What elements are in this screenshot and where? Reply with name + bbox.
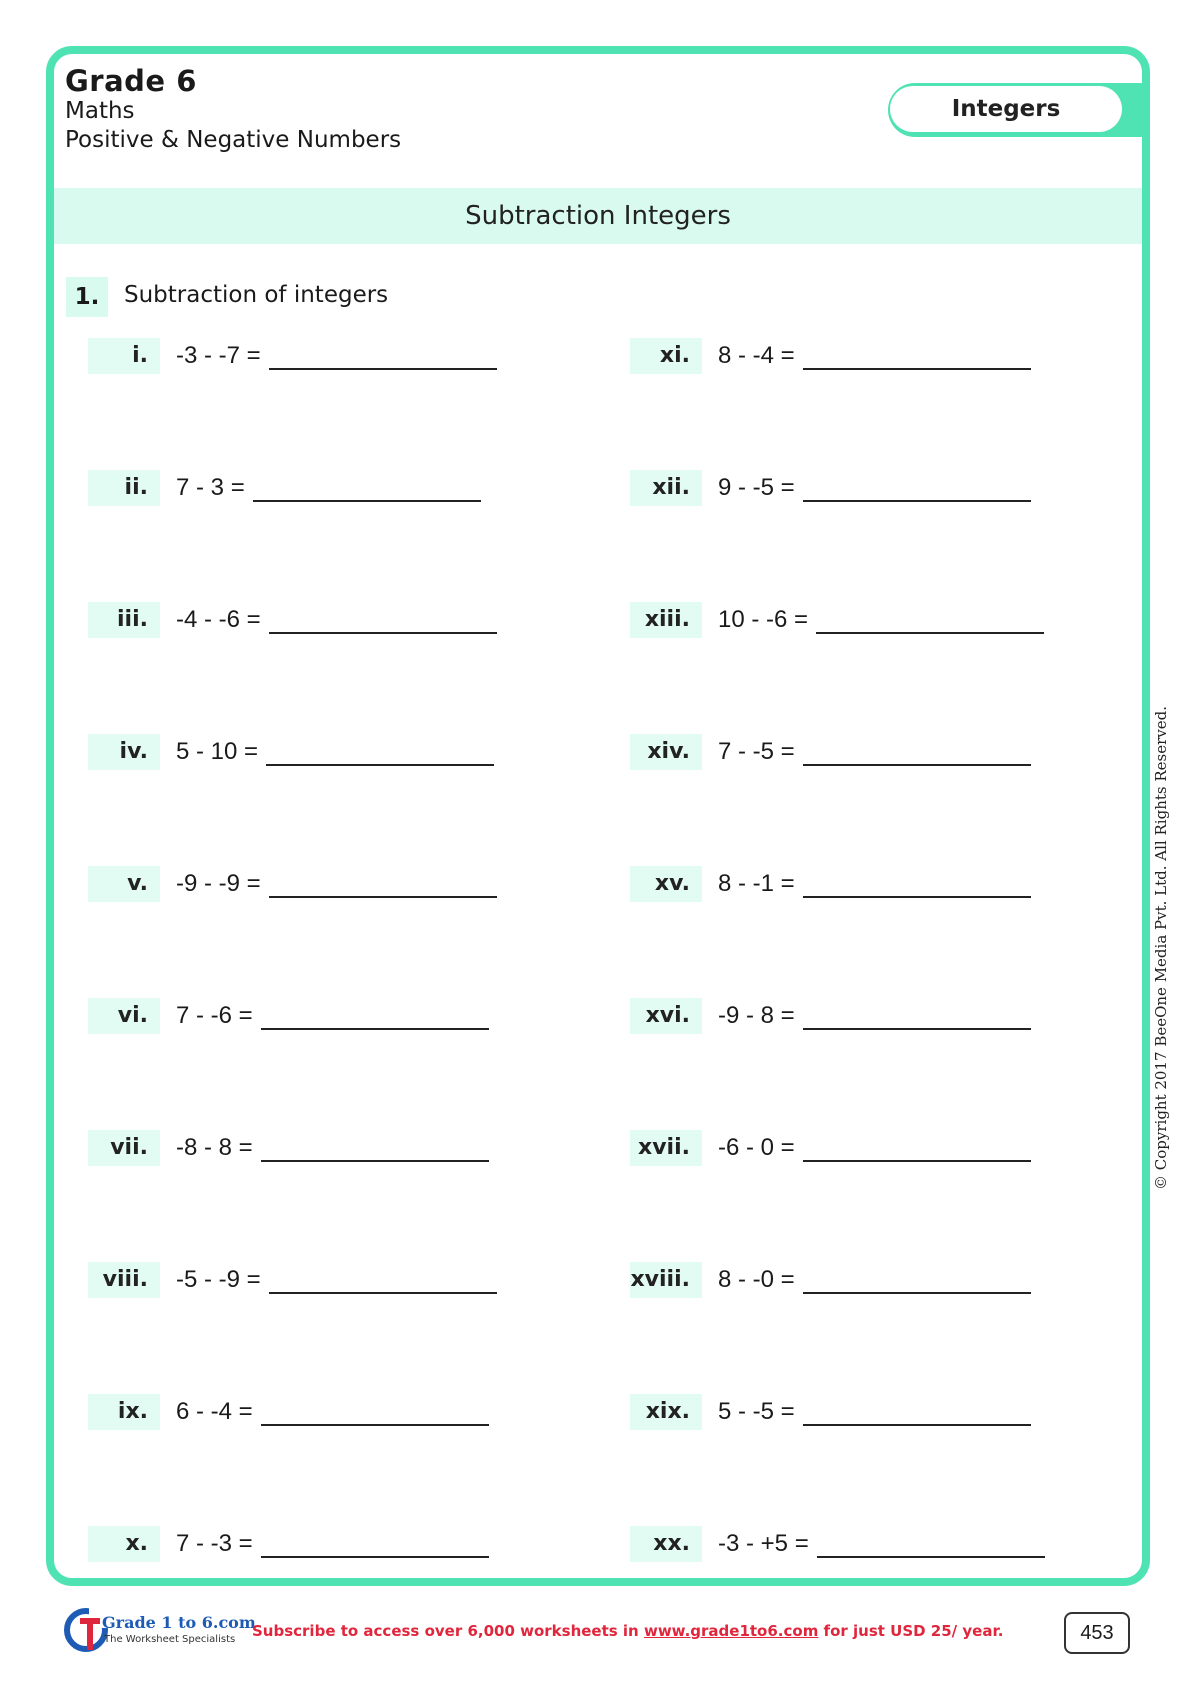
problem-numeral: xviii.	[630, 1262, 702, 1298]
problem-numeral: xiv.	[630, 734, 702, 770]
answer-blank[interactable]	[269, 632, 497, 634]
page-number: 453	[1064, 1612, 1130, 1654]
answer-blank[interactable]	[816, 632, 1044, 634]
problem-item	[630, 470, 1031, 506]
problem-item	[630, 1262, 1031, 1298]
logo-name: Grade 1 to 6.com	[102, 1613, 256, 1632]
problem-item	[630, 998, 1031, 1034]
answer-blank[interactable]	[803, 896, 1031, 898]
problem-numeral: x.	[88, 1526, 160, 1562]
problem-numeral: xv.	[630, 866, 702, 902]
answer-blank[interactable]	[803, 1160, 1031, 1162]
problem-numeral: iii.	[88, 602, 160, 638]
problem-item	[88, 1526, 489, 1562]
problem-item	[88, 998, 489, 1034]
copyright-notice: © Copyright 2017 BeeOne Media Pvt. Ltd. All Rights Reserved.	[1152, 706, 1170, 1190]
problem-expression: 7 - -6 =	[176, 1002, 253, 1029]
problem-expression: 7 - -3 =	[176, 1530, 253, 1557]
answer-blank[interactable]	[261, 1556, 489, 1558]
problem-numeral: xvi.	[630, 998, 702, 1034]
problem-numeral: ix.	[88, 1394, 160, 1430]
answer-blank[interactable]	[261, 1028, 489, 1030]
problem-expression: 7 - -5 =	[718, 738, 795, 765]
logo-tagline: The Worksheet Specialists	[104, 1634, 236, 1645]
problem-expression: 8 - -1 =	[718, 870, 795, 897]
problem-expression: 5 - -5 =	[718, 1398, 795, 1425]
problem-expression: 7 - 3 =	[176, 474, 245, 501]
subscribe-text: Subscribe to access over 6,000 worksheets in	[252, 1622, 644, 1640]
answer-blank[interactable]	[253, 500, 481, 502]
problem-numeral: xii.	[630, 470, 702, 506]
problem-expression: -6 - 0 =	[718, 1134, 795, 1161]
answer-blank[interactable]	[803, 368, 1031, 370]
problem-expression: -9 - 8 =	[718, 1002, 795, 1029]
problem-expression: 8 - -4 =	[718, 342, 795, 369]
question-text: Subtraction of integers	[124, 282, 389, 308]
answer-blank[interactable]	[266, 764, 494, 766]
answer-blank[interactable]	[261, 1424, 489, 1426]
answer-blank[interactable]	[269, 1292, 497, 1294]
problem-item	[88, 470, 481, 506]
problem-numeral: v.	[88, 866, 160, 902]
problem-expression: -5 - -9 =	[176, 1266, 261, 1293]
problem-numeral: xi.	[630, 338, 702, 374]
topic-label: Positive & Negative Numbers	[65, 127, 402, 153]
answer-blank[interactable]	[261, 1160, 489, 1162]
problem-expression: -3 - +5 =	[718, 1530, 809, 1557]
problem-item	[630, 734, 1031, 770]
problem-item	[630, 1526, 1045, 1562]
problem-item	[88, 734, 494, 770]
answer-blank[interactable]	[803, 1292, 1031, 1294]
problem-expression: -4 - -6 =	[176, 606, 261, 633]
problem-expression: 10 - -6 =	[718, 606, 809, 633]
answer-blank[interactable]	[803, 764, 1031, 766]
answer-blank[interactable]	[803, 1028, 1031, 1030]
problem-expression: 9 - -5 =	[718, 474, 795, 501]
problem-item	[88, 338, 497, 374]
answer-blank[interactable]	[269, 368, 497, 370]
problem-numeral: xix.	[630, 1394, 702, 1430]
problem-item	[88, 1394, 489, 1430]
problem-numeral: viii.	[88, 1262, 160, 1298]
problem-numeral: xiii.	[630, 602, 702, 638]
problem-numeral: xvii.	[630, 1130, 702, 1166]
answer-blank[interactable]	[269, 896, 497, 898]
problem-item	[630, 1130, 1031, 1166]
problem-numeral: i.	[88, 338, 160, 374]
problem-numeral: iv.	[88, 734, 160, 770]
problem-numeral: xx.	[630, 1526, 702, 1562]
subject-label: Maths	[65, 98, 135, 124]
answer-blank[interactable]	[803, 500, 1031, 502]
subscribe-banner	[252, 1622, 1003, 1640]
answer-blank[interactable]	[803, 1424, 1031, 1426]
problem-item	[88, 1130, 489, 1166]
page-border	[46, 46, 1150, 1586]
problem-item	[630, 338, 1031, 374]
problem-expression: -8 - 8 =	[176, 1134, 253, 1161]
problem-numeral: ii.	[88, 470, 160, 506]
problem-expression: 8 - -0 =	[718, 1266, 795, 1293]
answer-blank[interactable]	[817, 1556, 1045, 1558]
problem-expression: 6 - -4 =	[176, 1398, 253, 1425]
grade-label: Grade 6	[65, 64, 197, 98]
problem-numeral: vii.	[88, 1130, 160, 1166]
subscribe-price: for just USD 25/ year.	[818, 1622, 1004, 1640]
problem-expression: -9 - -9 =	[176, 870, 261, 897]
question-number: 1.	[66, 277, 108, 317]
problem-item	[88, 602, 497, 638]
problem-item	[88, 866, 497, 902]
worksheet-title: Subtraction Integers	[54, 188, 1142, 244]
problem-item	[630, 866, 1031, 902]
problem-item	[630, 1394, 1031, 1430]
problem-numeral: vi.	[88, 998, 160, 1034]
subscribe-link[interactable]: www.grade1to6.com	[643, 1622, 819, 1640]
problem-expression: 5 - 10 =	[176, 738, 259, 765]
problem-item	[630, 602, 1044, 638]
problem-item	[88, 1262, 497, 1298]
topic-tag: Integers	[890, 86, 1122, 132]
problem-expression: -3 - -7 =	[176, 342, 261, 369]
